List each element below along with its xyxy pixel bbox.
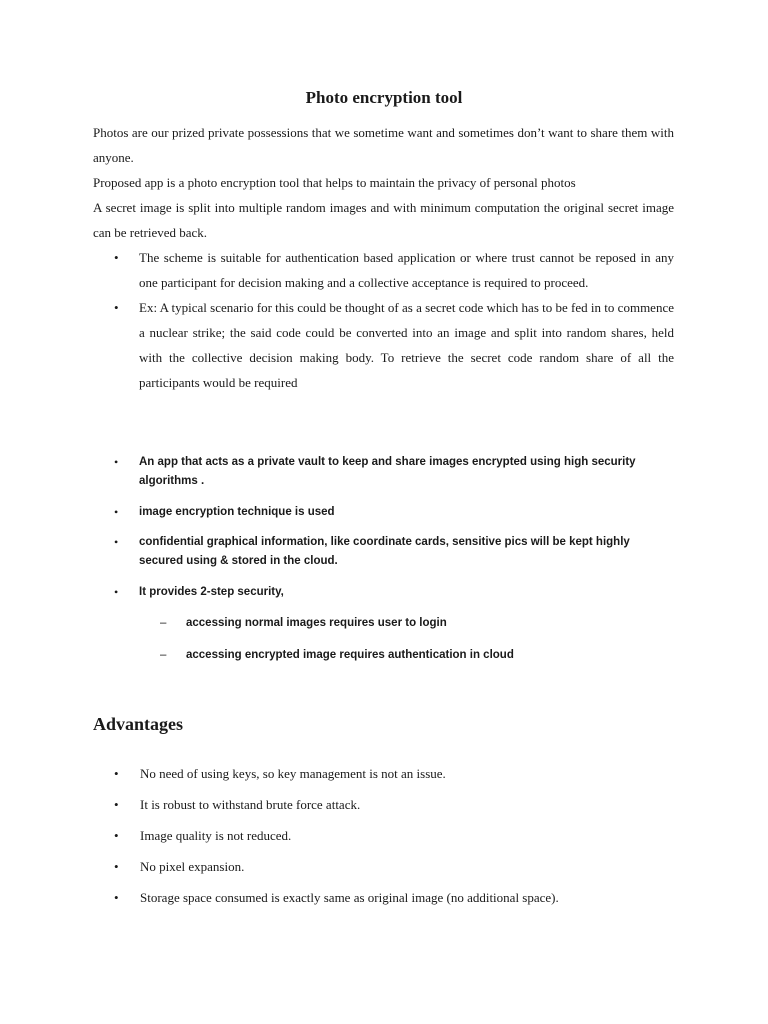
list-item-text: The scheme is suitable for authentication based application or where trust cannot be reposed in any one participant for decision making and a collective acceptance is required to proceed. xyxy=(139,250,674,290)
intro-paragraph-3: A secret image is split into multiple random images and with minimum computation the original secret image can be retrieved back. xyxy=(93,200,674,240)
bullet-icon: • xyxy=(114,250,119,265)
list-item-text: It provides 2-step security, xyxy=(139,586,284,598)
list-item-text: No need of using keys, so key management is not an issue. xyxy=(140,766,446,781)
list-item xyxy=(0,533,659,571)
bullet-icon: • xyxy=(114,766,119,781)
list-item xyxy=(0,826,768,846)
bullet-icon: • xyxy=(114,455,119,469)
bullet-icon: • xyxy=(114,505,119,519)
sub-list-item-text: accessing encrypted image requires authentication in cloud xyxy=(186,649,514,661)
bullet-icon: • xyxy=(114,535,119,549)
feature-bullet-list xyxy=(0,453,768,665)
sub-list-item xyxy=(0,646,768,665)
list-item-text: An app that acts as a private vault to keep and share images encrypted using high security algorithms . xyxy=(139,456,636,487)
sub-list-item xyxy=(0,614,768,633)
sub-list-item-text: accessing normal images requires user to login xyxy=(186,617,447,629)
list-item-text: confidential graphical information, like coordinate cards, sensitive pics will be kept highly secured using & stored in the cloud. xyxy=(139,536,630,567)
list-item-text: image encryption technique is used xyxy=(139,506,335,518)
bullet-icon: • xyxy=(114,890,119,905)
intro-paragraph-2: Proposed app is a photo encryption tool that helps to maintain the privacy of personal photos xyxy=(93,175,576,190)
list-item xyxy=(0,888,768,908)
list-item xyxy=(0,295,674,395)
list-item-text: It is robust to withstand brute force attack. xyxy=(140,797,361,812)
list-item-text: No pixel expansion. xyxy=(140,859,245,874)
dash-icon: – xyxy=(160,649,167,661)
intro-paragraph-1: Photos are our prized private possessions that we sometime want and sometimes don’t want to share them with anyone. xyxy=(93,125,674,165)
document-title: Photo encryption tool xyxy=(305,88,463,107)
bullet-icon: • xyxy=(114,828,119,843)
list-item-text: Ex: A typical scenario for this could be thought of as a secret code which has to be fed in to commence a nuclear strike; the said code could be converted into an image and split into random shares, held with the collective decision making body. To retrieve the secret code random share of all the participants would be required xyxy=(139,300,674,390)
list-item xyxy=(0,453,659,491)
bullet-icon: • xyxy=(114,585,119,599)
list-item xyxy=(0,245,674,295)
advantages-list xyxy=(0,764,768,908)
bullet-icon: • xyxy=(114,797,119,812)
scheme-bullet-list xyxy=(0,245,768,395)
list-item xyxy=(0,583,659,602)
list-item-text: Storage space consumed is exactly same as original image (no additional space). xyxy=(140,890,559,905)
list-item-text: Image quality is not reduced. xyxy=(140,828,292,843)
list-item xyxy=(0,764,768,784)
list-item xyxy=(0,795,768,815)
list-item xyxy=(0,857,768,877)
bullet-icon: • xyxy=(114,300,119,315)
bullet-icon: • xyxy=(114,859,119,874)
dash-icon: – xyxy=(160,617,167,629)
advantages-heading: Advantages xyxy=(93,714,184,734)
list-item xyxy=(0,503,659,522)
